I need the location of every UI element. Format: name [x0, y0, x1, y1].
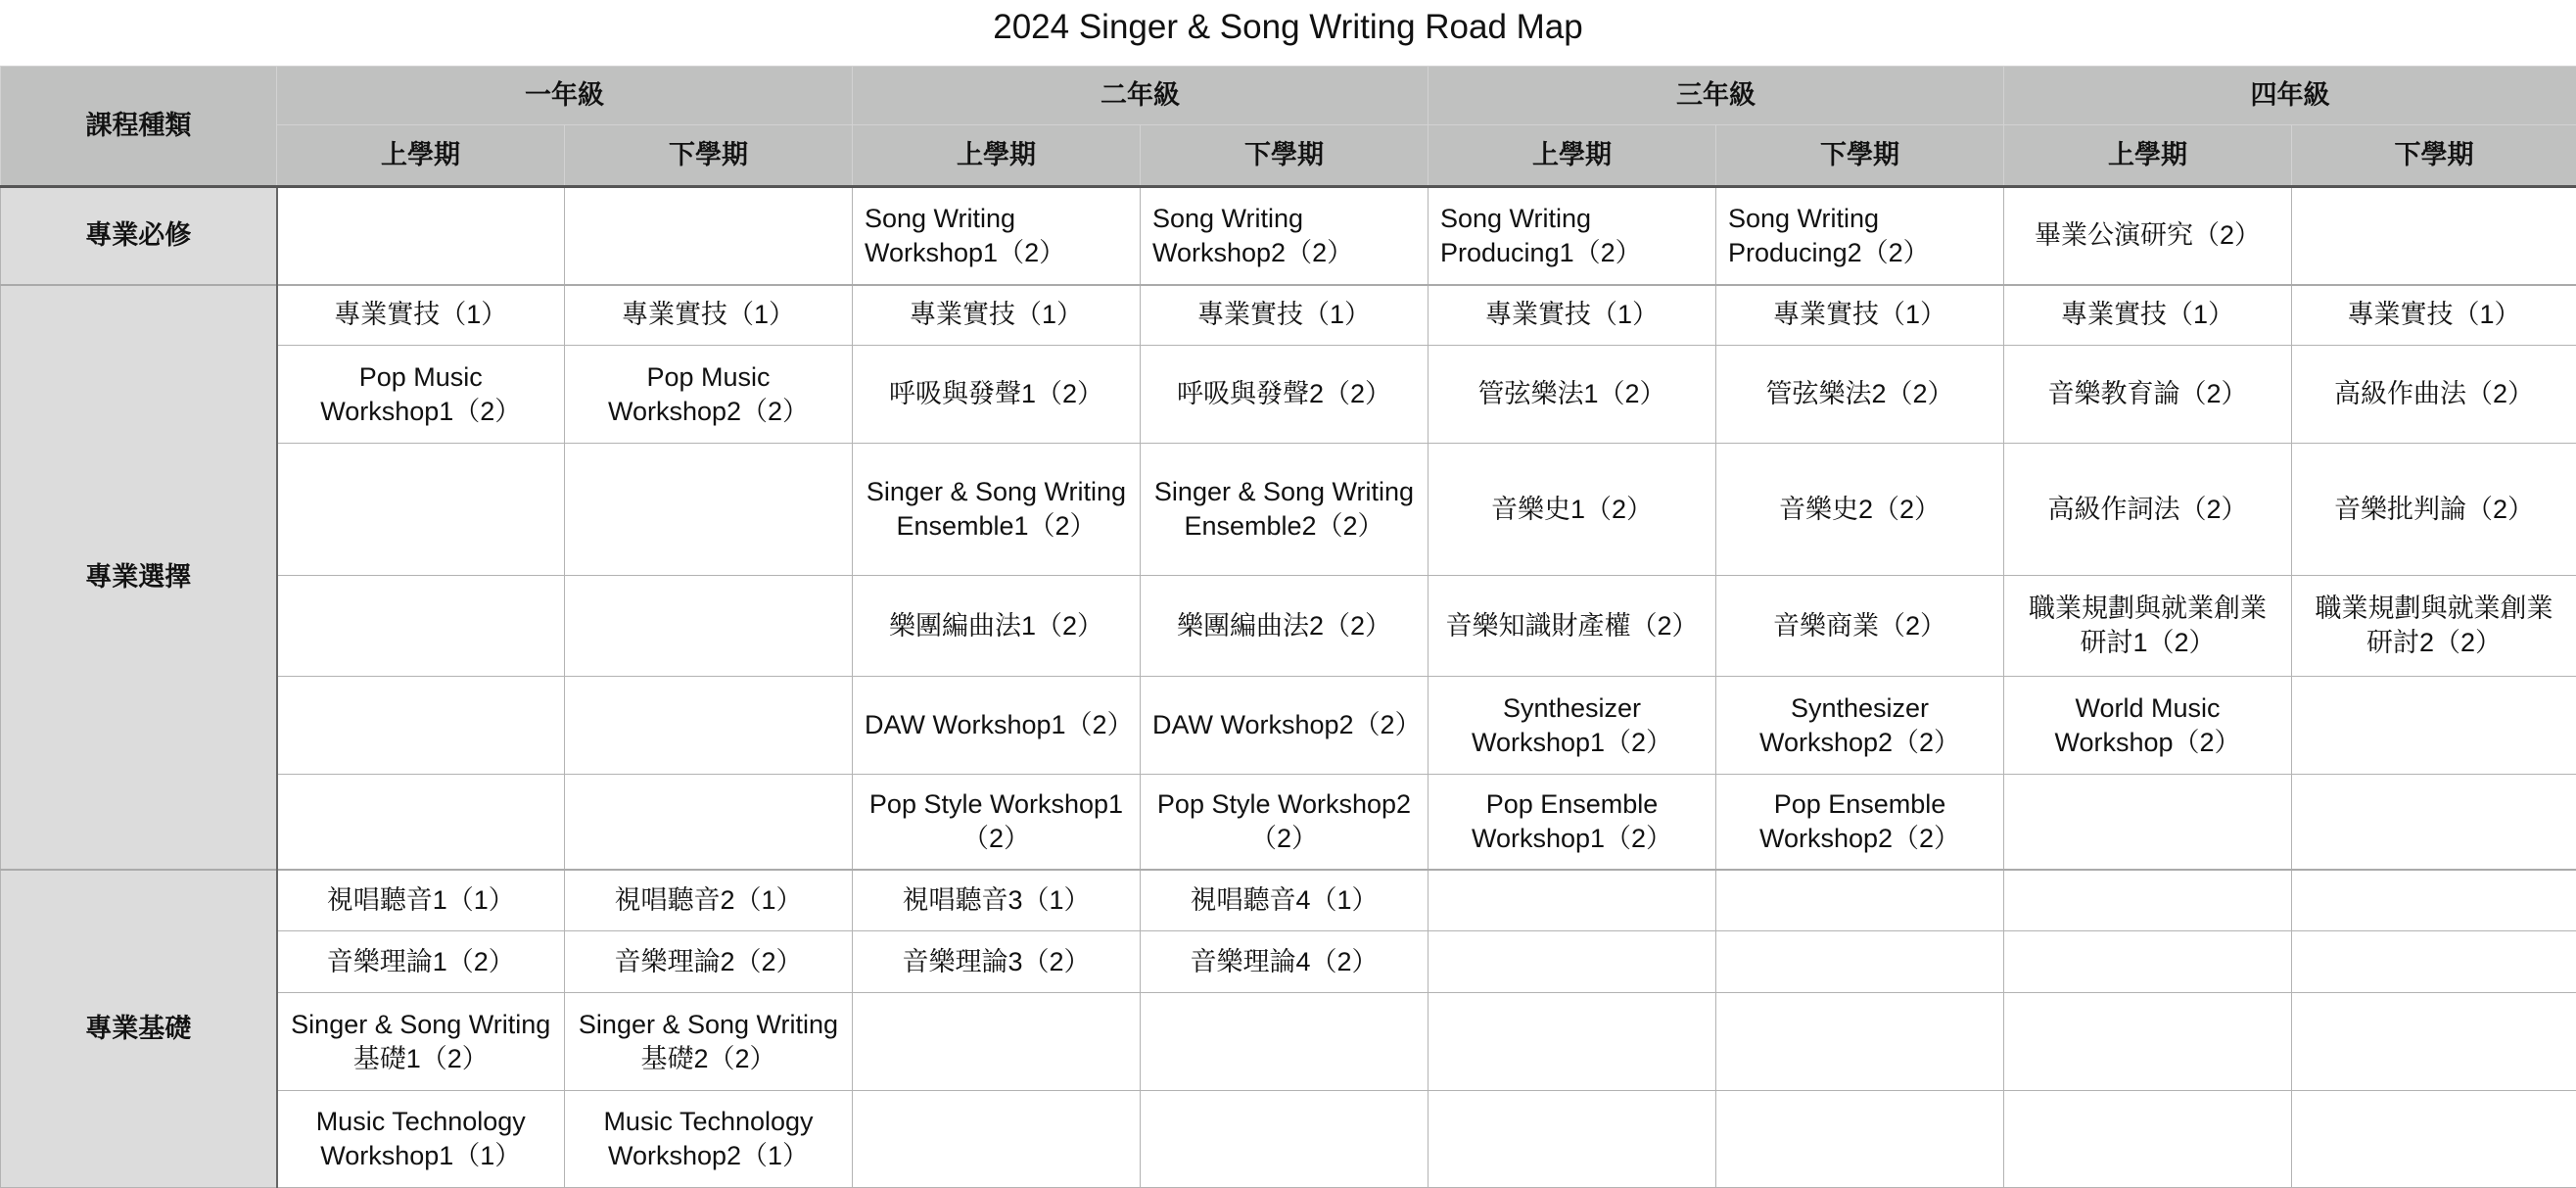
semester-header: 下學期: [1141, 125, 1429, 187]
table-row: [1, 187, 2576, 285]
course-cell: 音樂史2（2）: [1716, 444, 2004, 576]
course-cell: Singer & Song Writing 基礎1（2）: [277, 993, 565, 1091]
empty-cell: [277, 187, 565, 285]
table-row: [1, 285, 2576, 346]
table-row: [1, 677, 2576, 775]
course-cell: Pop Style Workshop2（2）: [1141, 775, 1429, 870]
empty-cell: [2004, 870, 2292, 931]
course-cell: Song Writing Producing2（2）: [1716, 187, 2004, 285]
course-cell: Pop Music Workshop1（2）: [277, 346, 565, 444]
empty-cell: [1429, 931, 1716, 993]
year-header: 二年級: [853, 67, 1429, 125]
semester-header: 下學期: [565, 125, 853, 187]
empty-cell: [853, 1091, 1141, 1188]
empty-cell: [565, 775, 853, 870]
empty-cell: [2292, 931, 2576, 993]
course-cell: World Music Workshop（2）: [2004, 677, 2292, 775]
year-header: 三年級: [1429, 67, 2004, 125]
course-cell: 音樂教育論（2）: [2004, 346, 2292, 444]
empty-cell: [2292, 677, 2576, 775]
course-cell: Pop Ensemble Workshop1（2）: [1429, 775, 1716, 870]
table-row: [1, 993, 2576, 1091]
empty-cell: [2292, 870, 2576, 931]
course-cell: 音樂理論3（2）: [853, 931, 1141, 993]
semester-header: 上學期: [277, 125, 565, 187]
course-cell: 樂團編曲法2（2）: [1141, 576, 1429, 677]
category-label: 專業基礎: [1, 870, 277, 1188]
empty-cell: [1429, 1091, 1716, 1188]
course-cell: Song Writing Producing1（2）: [1429, 187, 1716, 285]
empty-cell: [1141, 993, 1429, 1091]
page-title: 2024 Singer & Song Writing Road Map: [0, 0, 2576, 66]
course-cell: 音樂理論1（2）: [277, 931, 565, 993]
course-cell: 呼吸與發聲2（2）: [1141, 346, 1429, 444]
empty-cell: [565, 187, 853, 285]
table-row: [1, 870, 2576, 931]
course-cell: 音樂批判論（2）: [2292, 444, 2576, 576]
course-cell: Singer & Song Writing Ensemble1（2）: [853, 444, 1141, 576]
empty-cell: [277, 775, 565, 870]
table-row: [1, 346, 2576, 444]
table-row: [1, 775, 2576, 870]
year-header: 一年級: [277, 67, 853, 125]
table-row: [1, 931, 2576, 993]
empty-cell: [1429, 870, 1716, 931]
empty-cell: [565, 677, 853, 775]
course-cell: 樂團編曲法1（2）: [853, 576, 1141, 677]
empty-cell: [2292, 775, 2576, 870]
course-cell: 專業實技（1）: [1141, 285, 1429, 346]
course-cell: 專業實技（1）: [853, 285, 1141, 346]
course-cell: 專業實技（1）: [565, 285, 853, 346]
empty-cell: [277, 444, 565, 576]
course-cell: 高級作詞法（2）: [2004, 444, 2292, 576]
course-cell: Song Writing Workshop1（2）: [853, 187, 1141, 285]
course-cell: Song Writing Workshop2（2）: [1141, 187, 1429, 285]
course-cell: 呼吸與發聲1（2）: [853, 346, 1141, 444]
course-cell: 職業規劃與就業創業研討1（2）: [2004, 576, 2292, 677]
course-cell: 專業實技（1）: [2004, 285, 2292, 346]
course-cell: Pop Style Workshop1（2）: [853, 775, 1141, 870]
semester-header: 上學期: [2004, 125, 2292, 187]
course-cell: 視唱聽音2（1）: [565, 870, 853, 931]
course-cell: 高級作曲法（2）: [2292, 346, 2576, 444]
course-cell: 專業實技（1）: [277, 285, 565, 346]
empty-cell: [277, 677, 565, 775]
empty-cell: [565, 444, 853, 576]
course-cell: 視唱聽音1（1）: [277, 870, 565, 931]
empty-cell: [1716, 993, 2004, 1091]
course-cell: Music Technology Workshop2（1）: [565, 1091, 853, 1188]
empty-cell: [2292, 187, 2576, 285]
course-cell: 音樂知識財產權（2）: [1429, 576, 1716, 677]
course-cell: Synthesizer Workshop1（2）: [1429, 677, 1716, 775]
empty-cell: [277, 576, 565, 677]
course-cell: 職業規劃與就業創業研討2（2）: [2292, 576, 2576, 677]
empty-cell: [1716, 931, 2004, 993]
course-cell: Singer & Song Writing Ensemble2（2）: [1141, 444, 1429, 576]
course-cell: 音樂理論4（2）: [1141, 931, 1429, 993]
year-header: 四年級: [2004, 67, 2576, 125]
semester-header: 上學期: [1429, 125, 1716, 187]
roadmap-table: [0, 66, 2576, 1188]
course-cell: DAW Workshop2（2）: [1141, 677, 1429, 775]
semester-header: 下學期: [1716, 125, 2004, 187]
category-label: 專業必修: [1, 187, 277, 285]
course-cell: 專業實技（1）: [1429, 285, 1716, 346]
category-header: 課程種類: [1, 67, 277, 187]
semester-header: 上學期: [853, 125, 1141, 187]
empty-cell: [2004, 993, 2292, 1091]
category-label: 專業選擇: [1, 285, 277, 870]
empty-cell: [565, 576, 853, 677]
course-cell: 音樂史1（2）: [1429, 444, 1716, 576]
table-row: [1, 576, 2576, 677]
empty-cell: [2004, 931, 2292, 993]
course-cell: 專業實技（1）: [2292, 285, 2576, 346]
empty-cell: [853, 993, 1141, 1091]
empty-cell: [1716, 870, 2004, 931]
empty-cell: [1141, 1091, 1429, 1188]
course-cell: 音樂商業（2）: [1716, 576, 2004, 677]
empty-cell: [1429, 993, 1716, 1091]
empty-cell: [2004, 775, 2292, 870]
course-cell: 視唱聽音3（1）: [853, 870, 1141, 931]
course-cell: DAW Workshop1（2）: [853, 677, 1141, 775]
course-cell: 畢業公演研究（2）: [2004, 187, 2292, 285]
course-cell: Music Technology Workshop1（1）: [277, 1091, 565, 1188]
empty-cell: [1716, 1091, 2004, 1188]
course-cell: 視唱聽音4（1）: [1141, 870, 1429, 931]
empty-cell: [2292, 993, 2576, 1091]
course-cell: 音樂理論2（2）: [565, 931, 853, 993]
table-row: [1, 444, 2576, 576]
course-cell: 管弦樂法2（2）: [1716, 346, 2004, 444]
course-cell: Pop Music Workshop2（2）: [565, 346, 853, 444]
course-cell: Pop Ensemble Workshop2（2）: [1716, 775, 2004, 870]
course-cell: Synthesizer Workshop2（2）: [1716, 677, 2004, 775]
empty-cell: [2292, 1091, 2576, 1188]
empty-cell: [2004, 1091, 2292, 1188]
table-row: [1, 1091, 2576, 1188]
semester-header: 下學期: [2292, 125, 2576, 187]
course-cell: 專業實技（1）: [1716, 285, 2004, 346]
course-cell: 管弦樂法1（2）: [1429, 346, 1716, 444]
course-cell: Singer & Song Writing 基礎2（2）: [565, 993, 853, 1091]
